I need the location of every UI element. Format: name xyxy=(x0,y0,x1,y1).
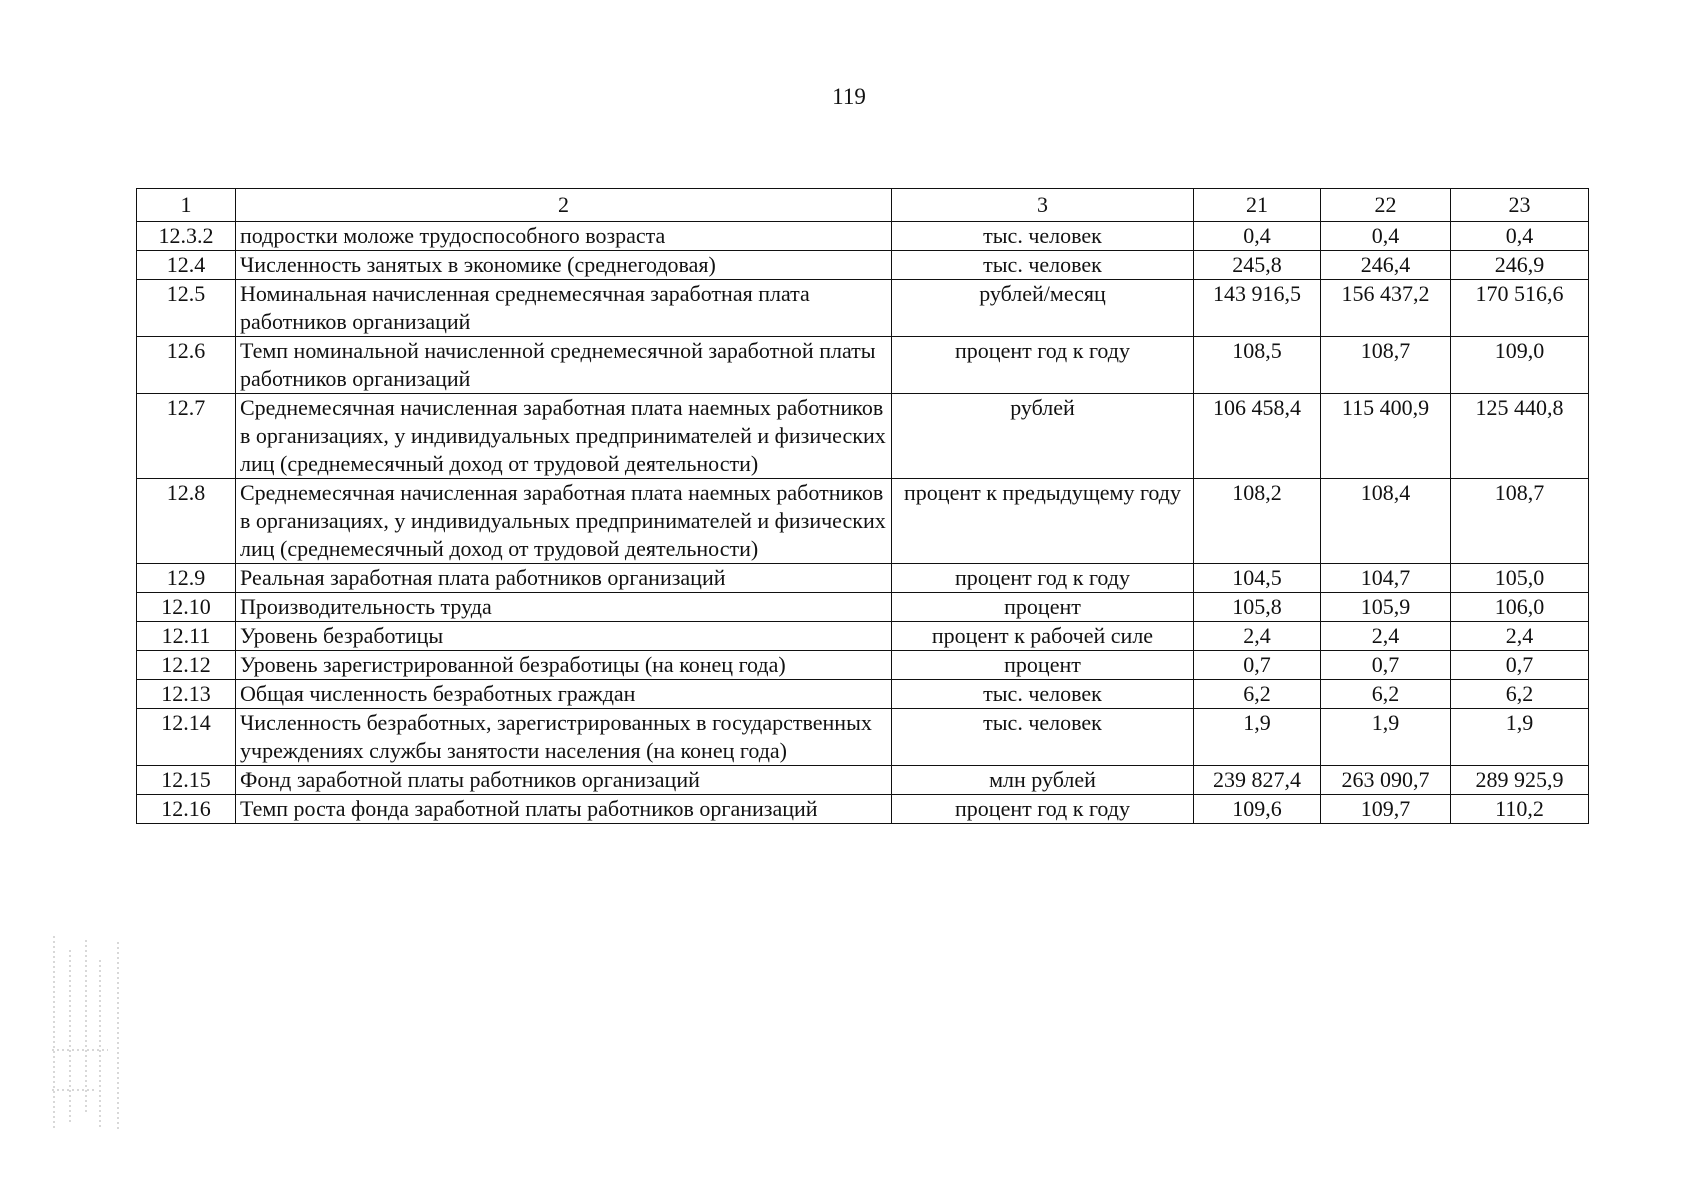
value-22: 2,4 xyxy=(1321,622,1451,651)
indicator-name: подростки моложе трудоспособного возраста xyxy=(236,222,892,251)
column-header: 3 xyxy=(892,189,1194,222)
indicator-name: Фонд заработной платы работников организаций xyxy=(236,766,892,795)
value-22: 1,9 xyxy=(1321,709,1451,766)
value-22: 0,7 xyxy=(1321,651,1451,680)
table-row xyxy=(137,795,1589,824)
unit: тыс. человек xyxy=(892,709,1194,766)
unit: процент год к году xyxy=(892,795,1194,824)
column-header: 22 xyxy=(1321,189,1451,222)
table-row xyxy=(137,222,1589,251)
row-number: 12.7 xyxy=(137,394,236,479)
indicator-name: Общая численность безработных граждан xyxy=(236,680,892,709)
table-row xyxy=(137,280,1589,337)
value-22: 156 437,2 xyxy=(1321,280,1451,337)
value-21: 245,8 xyxy=(1194,251,1321,280)
value-23: 105,0 xyxy=(1451,564,1589,593)
value-21: 239 827,4 xyxy=(1194,766,1321,795)
unit: рублей/месяц xyxy=(892,280,1194,337)
value-21: 6,2 xyxy=(1194,680,1321,709)
value-22: 104,7 xyxy=(1321,564,1451,593)
table-row xyxy=(137,251,1589,280)
unit: процент год к году xyxy=(892,337,1194,394)
row-number: 12.8 xyxy=(137,479,236,564)
indicator-name: Номинальная начисленная среднемесячная заработная плата работников организаций xyxy=(236,280,892,337)
value-21: 104,5 xyxy=(1194,564,1321,593)
value-23: 1,9 xyxy=(1451,709,1589,766)
table-row xyxy=(137,651,1589,680)
row-number: 12.12 xyxy=(137,651,236,680)
row-number: 12.9 xyxy=(137,564,236,593)
column-header: 21 xyxy=(1194,189,1321,222)
value-21: 0,4 xyxy=(1194,222,1321,251)
value-23: 0,4 xyxy=(1451,222,1589,251)
column-header: 23 xyxy=(1451,189,1589,222)
value-21: 1,9 xyxy=(1194,709,1321,766)
unit: тыс. человек xyxy=(892,680,1194,709)
unit: рублей xyxy=(892,394,1194,479)
value-22: 108,4 xyxy=(1321,479,1451,564)
row-number: 12.10 xyxy=(137,593,236,622)
value-21: 105,8 xyxy=(1194,593,1321,622)
value-22: 0,4 xyxy=(1321,222,1451,251)
row-number: 12.6 xyxy=(137,337,236,394)
value-23: 109,0 xyxy=(1451,337,1589,394)
value-22: 109,7 xyxy=(1321,795,1451,824)
value-22: 6,2 xyxy=(1321,680,1451,709)
table-row xyxy=(137,337,1589,394)
table-row xyxy=(137,766,1589,795)
table-row xyxy=(137,394,1589,479)
table-row xyxy=(137,593,1589,622)
unit: тыс. человек xyxy=(892,251,1194,280)
table-header-row xyxy=(137,189,1589,222)
row-number: 12.16 xyxy=(137,795,236,824)
value-21: 108,2 xyxy=(1194,479,1321,564)
value-23: 246,9 xyxy=(1451,251,1589,280)
row-number: 12.14 xyxy=(137,709,236,766)
value-21: 106 458,4 xyxy=(1194,394,1321,479)
table-row xyxy=(137,479,1589,564)
value-23: 106,0 xyxy=(1451,593,1589,622)
unit: процент год к году xyxy=(892,564,1194,593)
value-22: 115 400,9 xyxy=(1321,394,1451,479)
indicator-name: Темп роста фонда заработной платы работников организаций xyxy=(236,795,892,824)
indicator-name: Уровень безработицы xyxy=(236,622,892,651)
row-number: 12.15 xyxy=(137,766,236,795)
unit: процент xyxy=(892,593,1194,622)
value-23: 108,7 xyxy=(1451,479,1589,564)
value-21: 109,6 xyxy=(1194,795,1321,824)
value-23: 110,2 xyxy=(1451,795,1589,824)
scan-stamp-mark xyxy=(48,930,128,1135)
indicators-table xyxy=(136,188,1589,824)
unit: тыс. человек xyxy=(892,222,1194,251)
row-number: 12.13 xyxy=(137,680,236,709)
table-row xyxy=(137,680,1589,709)
row-number: 12.11 xyxy=(137,622,236,651)
value-23: 6,2 xyxy=(1451,680,1589,709)
value-21: 143 916,5 xyxy=(1194,280,1321,337)
value-23: 125 440,8 xyxy=(1451,394,1589,479)
column-header: 1 xyxy=(137,189,236,222)
row-number: 12.3.2 xyxy=(137,222,236,251)
value-22: 246,4 xyxy=(1321,251,1451,280)
value-21: 2,4 xyxy=(1194,622,1321,651)
row-number: 12.4 xyxy=(137,251,236,280)
table-row xyxy=(137,709,1589,766)
value-22: 105,9 xyxy=(1321,593,1451,622)
value-21: 0,7 xyxy=(1194,651,1321,680)
indicator-name: Темп номинальной начисленной среднемесячной заработной платы работников организаций xyxy=(236,337,892,394)
indicator-name: Среднемесячная начисленная заработная плата наемных работников в организациях, у индивидуальных предпринимателей и физических лиц (среднемесячный доход от трудовой деятельности) xyxy=(236,479,892,564)
indicator-name: Уровень зарегистрированной безработицы (на конец года) xyxy=(236,651,892,680)
indicator-name: Среднемесячная начисленная заработная плата наемных работников в организациях, у индивидуальных предпринимателей и физических лиц (среднемесячный доход от трудовой деятельности) xyxy=(236,394,892,479)
value-21: 108,5 xyxy=(1194,337,1321,394)
unit: процент xyxy=(892,651,1194,680)
unit: процент к рабочей силе xyxy=(892,622,1194,651)
value-23: 289 925,9 xyxy=(1451,766,1589,795)
value-22: 108,7 xyxy=(1321,337,1451,394)
unit: процент к предыдущему году xyxy=(892,479,1194,564)
page-number: 119 xyxy=(832,84,866,109)
table-row xyxy=(137,564,1589,593)
value-22: 263 090,7 xyxy=(1321,766,1451,795)
value-23: 170 516,6 xyxy=(1451,280,1589,337)
row-number: 12.5 xyxy=(137,280,236,337)
column-header: 2 xyxy=(236,189,892,222)
value-23: 2,4 xyxy=(1451,622,1589,651)
indicator-name: Производительность труда xyxy=(236,593,892,622)
table-row xyxy=(137,622,1589,651)
unit: млн рублей xyxy=(892,766,1194,795)
indicator-name: Численность безработных, зарегистрированных в государственных учреждениях службы занятости населения (на конец года) xyxy=(236,709,892,766)
indicator-name: Численность занятых в экономике (среднегодовая) xyxy=(236,251,892,280)
value-23: 0,7 xyxy=(1451,651,1589,680)
indicator-name: Реальная заработная плата работников организаций xyxy=(236,564,892,593)
